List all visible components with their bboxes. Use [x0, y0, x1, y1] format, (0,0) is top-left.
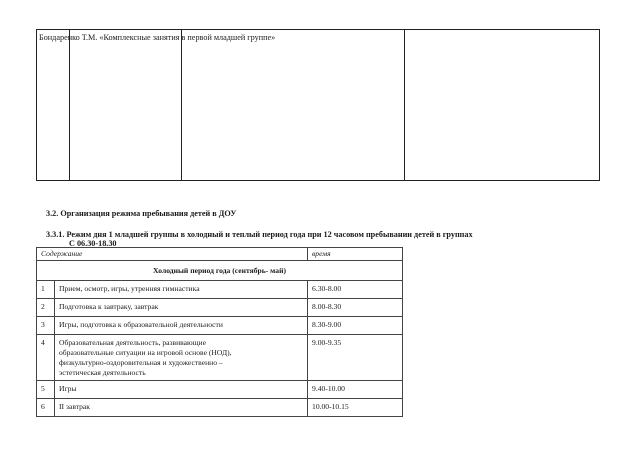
top-cell-1 [37, 30, 70, 181]
table-row [37, 299, 403, 317]
top-frame-table [36, 29, 600, 181]
row-activity [55, 335, 308, 381]
table-row [37, 335, 403, 381]
row-activity-line: образовательные ситуации на игровой основе (НОД), [59, 348, 232, 357]
row-time: 8.00-8.30 [308, 299, 403, 317]
row-time: 8.30-9.00 [308, 317, 403, 335]
table-row [37, 281, 403, 299]
row-number: 4 [37, 335, 55, 381]
subsection-heading-line2: С 06.30-18.30 [69, 239, 117, 248]
schedule-header-row [37, 248, 403, 261]
schedule-table [36, 247, 403, 417]
row-activity: Прием, осмотр, игры, утренняя гимнастика [55, 281, 308, 299]
row-time: 6.30-8.00 [308, 281, 403, 299]
row-activity: Игры [55, 381, 308, 399]
top-cell-3 [182, 30, 405, 181]
header-content: Содержание [37, 248, 308, 261]
row-number: 6 [37, 399, 55, 417]
row-number: 3 [37, 317, 55, 335]
table-row [37, 317, 403, 335]
row-number: 1 [37, 281, 55, 299]
row-time: 10.00-10.15 [308, 399, 403, 417]
top-cell-4 [405, 30, 600, 181]
row-number: 2 [37, 299, 55, 317]
period-row [37, 261, 403, 281]
row-activity-line: физкультурно-оздоровительная и художественно – [59, 358, 223, 367]
subsection-heading [46, 230, 473, 248]
row-activity: Подготовка к завтраку, завтрак [55, 299, 308, 317]
period-title: Холодный период года (сентябрь- май) [37, 261, 403, 281]
subsection-heading-line1: 3.3.1. Режим дня 1 младшей группы в холодный и теплый период года при 12 часовом пребывании детей в группах [46, 230, 473, 239]
header-time: время [308, 248, 403, 261]
row-activity-line: Образовательная деятельность, развивающие [59, 338, 206, 347]
row-time: 9.40-10.00 [308, 381, 403, 399]
row-number: 5 [37, 381, 55, 399]
row-time: 9.00-9.35 [308, 335, 403, 381]
table-row [37, 381, 403, 399]
row-activity: II завтрак [55, 399, 308, 417]
row-activity: Игры, подготовка к образовательной деятельности [55, 317, 308, 335]
table-row [37, 399, 403, 417]
row-activity-line: эстетическая деятельность [59, 368, 146, 377]
top-caption: Бондаренко Т.М. «Комплексные занятия в первой младшей группе» [39, 33, 276, 42]
top-cell-2 [70, 30, 182, 181]
section-heading: 3.2. Организация режима пребывания детей в ДОУ [46, 209, 237, 218]
